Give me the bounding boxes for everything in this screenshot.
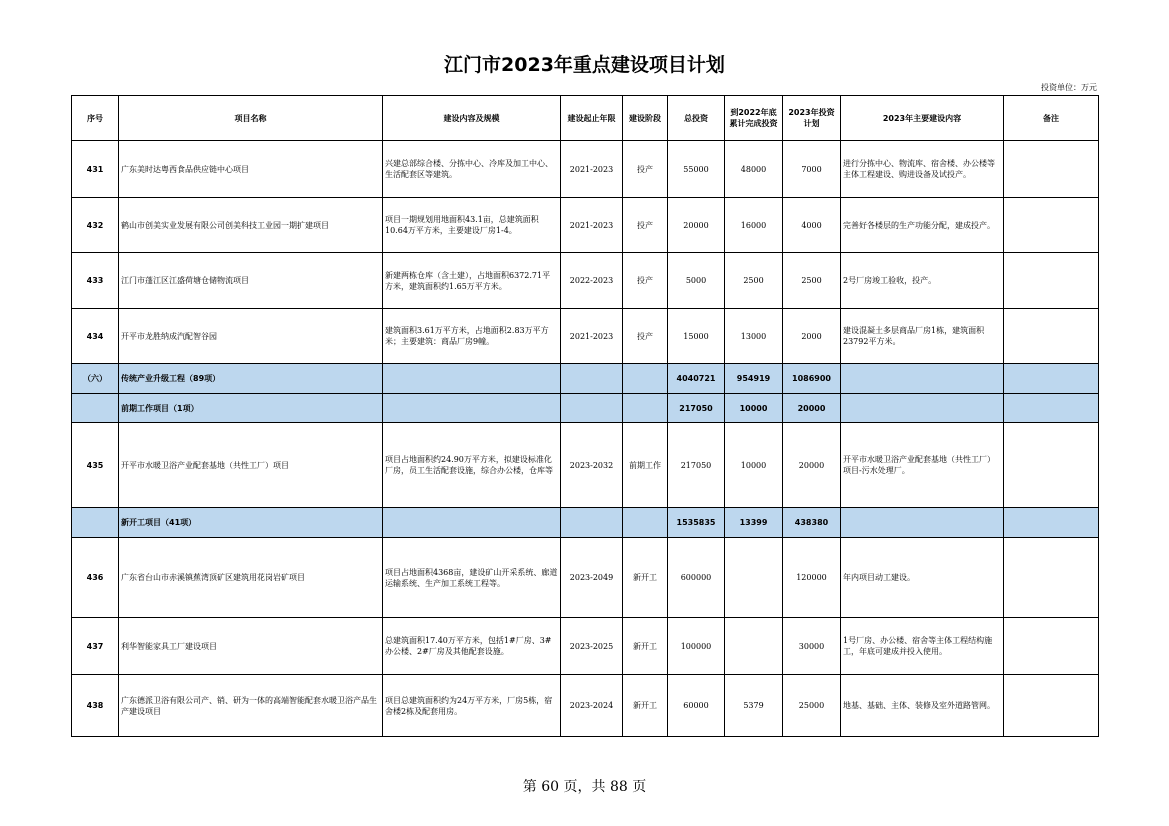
cell-period: 2021-2023	[561, 198, 623, 253]
cell-main	[841, 364, 1004, 394]
cell-total: 100000	[668, 618, 725, 675]
cell-period: 2022-2023	[561, 253, 623, 309]
table-row	[72, 618, 1099, 675]
category-row	[72, 508, 1099, 538]
cell-done: 5379	[725, 675, 783, 737]
cell-total: 5000	[668, 253, 725, 309]
cell-content	[383, 508, 561, 538]
cell-no	[72, 394, 119, 423]
cell-total: 20000	[668, 198, 725, 253]
cell-plan: 2500	[783, 253, 841, 309]
cell-period	[561, 364, 623, 394]
cell-name: 鹤山市创美实业发展有限公司创美科技工业园一期扩建项目	[119, 198, 383, 253]
table-row	[72, 538, 1099, 618]
cell-no: 431	[72, 141, 119, 198]
cell-main	[841, 508, 1004, 538]
cell-done: 16000	[725, 198, 783, 253]
cell-no: 435	[72, 423, 119, 508]
page-title: 江门市2023年重点建设项目计划	[444, 54, 725, 76]
header-cell-period: 建设起止年限	[561, 96, 623, 141]
cell-stage: 新开工	[623, 618, 668, 675]
cell-no: 432	[72, 198, 119, 253]
cell-plan: 4000	[783, 198, 841, 253]
cell-stage: 新开工	[623, 675, 668, 737]
header-cell-plan: 2023年投资计划	[783, 96, 841, 141]
cell-content	[383, 364, 561, 394]
header-cell-total: 总投资	[668, 96, 725, 141]
cell-note	[1004, 423, 1099, 508]
cell-period: 2021-2023	[561, 309, 623, 364]
cell-name: 江门市蓬江区江盛荷塘仓储物流项目	[119, 253, 383, 309]
cell-note	[1004, 309, 1099, 364]
cell-content: 新建两栋仓库（含土建），占地面积6372.71平方米，建筑面积约1.65万平方米。	[383, 253, 561, 309]
table-row	[72, 675, 1099, 737]
cell-main: 完善好各楼层的生产功能分配，建成投产。	[841, 198, 1004, 253]
project-table	[71, 95, 1099, 737]
cell-main: 建设混凝土多层商品厂房1栋，建筑面积23792平方米。	[841, 309, 1004, 364]
cell-main	[841, 394, 1004, 423]
header-cell-done: 到2022年底累计完成投资	[725, 96, 783, 141]
cell-plan: 120000	[783, 538, 841, 618]
header-cell-name: 项目名称	[119, 96, 383, 141]
cell-stage	[623, 394, 668, 423]
cell-plan: 2000	[783, 309, 841, 364]
header-cell-content: 建设内容及规模	[383, 96, 561, 141]
header-cell-note: 备注	[1004, 96, 1099, 141]
cell-stage: 新开工	[623, 538, 668, 618]
cell-name: 新开工项目（41项）	[119, 508, 383, 538]
category-row	[72, 364, 1099, 394]
cell-name: 前期工作项目（1项）	[119, 394, 383, 423]
cell-content	[383, 394, 561, 423]
cell-content: 项目一期规划用地面积43.1亩，总建筑面积10.64万平方米，主要建设厂房1-4。	[383, 198, 561, 253]
cell-main: 1号厂房、办公楼、宿舍等主体工程结构施工，年底可建成并投入使用。	[841, 618, 1004, 675]
category-row	[72, 394, 1099, 423]
table-row	[72, 141, 1099, 198]
cell-total: 15000	[668, 309, 725, 364]
cell-done	[725, 618, 783, 675]
cell-period: 2021-2023	[561, 141, 623, 198]
cell-plan: 30000	[783, 618, 841, 675]
cell-plan: 1086900	[783, 364, 841, 394]
cell-done: 13399	[725, 508, 783, 538]
cell-name: 开平市水暖卫浴产业配套基地（共性工厂）项目	[119, 423, 383, 508]
cell-stage	[623, 364, 668, 394]
cell-note	[1004, 253, 1099, 309]
table-row	[72, 423, 1099, 508]
cell-main: 地基、基础、主体、装修及室外道路管网。	[841, 675, 1004, 737]
table-row	[72, 309, 1099, 364]
cell-plan: 25000	[783, 675, 841, 737]
cell-no: （六）	[72, 364, 119, 394]
cell-done: 2500	[725, 253, 783, 309]
page-footer: 第 60 页，共 88 页	[522, 779, 647, 795]
cell-done: 954919	[725, 364, 783, 394]
table-row	[72, 198, 1099, 253]
unit-label: 投资单位：万元	[1041, 83, 1097, 92]
cell-note	[1004, 675, 1099, 737]
cell-total: 4040721	[668, 364, 725, 394]
cell-main: 开平市水暖卫浴产业配套基地（共性工厂）项目-污水处理厂。	[841, 423, 1004, 508]
cell-name: 传统产业升级工程（89项）	[119, 364, 383, 394]
cell-total: 55000	[668, 141, 725, 198]
cell-plan: 20000	[783, 423, 841, 508]
header-cell-main: 2023年主要建设内容	[841, 96, 1004, 141]
cell-period: 2023-2024	[561, 675, 623, 737]
cell-content: 建筑面积3.61万平方米，占地面积2.83万平方米；主要建筑：商品厂房9幢。	[383, 309, 561, 364]
cell-note	[1004, 141, 1099, 198]
cell-plan: 438380	[783, 508, 841, 538]
cell-period	[561, 508, 623, 538]
cell-content: 项目占地面积约24.90万平方米，拟建设标准化厂房，员工生活配套设施，综合办公楼，仓库等	[383, 423, 561, 508]
cell-stage: 投产	[623, 198, 668, 253]
cell-stage: 投产	[623, 141, 668, 198]
cell-stage: 投产	[623, 309, 668, 364]
cell-done: 13000	[725, 309, 783, 364]
cell-note	[1004, 508, 1099, 538]
cell-content: 总建筑面积17.40万平方米，包括1#厂房、3#办公楼、2#厂房及其他配套设施。	[383, 618, 561, 675]
cell-main: 年内项目动工建设。	[841, 538, 1004, 618]
cell-content: 项目总建筑面积约为24万平方米，厂房5栋，宿舍楼2栋及配套用房。	[383, 675, 561, 737]
cell-note	[1004, 618, 1099, 675]
cell-stage: 前期工作	[623, 423, 668, 508]
cell-period: 2023-2049	[561, 538, 623, 618]
cell-total: 60000	[668, 675, 725, 737]
cell-period	[561, 394, 623, 423]
cell-no: 434	[72, 309, 119, 364]
cell-no: 436	[72, 538, 119, 618]
cell-total: 600000	[668, 538, 725, 618]
cell-period: 2023-2025	[561, 618, 623, 675]
cell-main: 进行分拣中心、物流库、宿舍楼、办公楼等主体工程建设、购进设备及试投产。	[841, 141, 1004, 198]
cell-content: 项目占地面积4368亩，建设矿山开采系统、廊道运输系统、生产加工系统工程等。	[383, 538, 561, 618]
cell-note	[1004, 394, 1099, 423]
cell-note	[1004, 538, 1099, 618]
cell-done: 48000	[725, 141, 783, 198]
cell-plan: 20000	[783, 394, 841, 423]
header-cell-stage: 建设阶段	[623, 96, 668, 141]
cell-no: 433	[72, 253, 119, 309]
cell-name: 广东美时达粤西食品供应链中心项目	[119, 141, 383, 198]
cell-name: 利华智能家具工厂建设项目	[119, 618, 383, 675]
cell-name: 广东省台山市赤溪镇蕉湾顶矿区建筑用花岗岩矿项目	[119, 538, 383, 618]
cell-total: 217050	[668, 394, 725, 423]
cell-stage	[623, 508, 668, 538]
cell-done: 10000	[725, 423, 783, 508]
cell-note	[1004, 198, 1099, 253]
cell-note	[1004, 364, 1099, 394]
cell-no: 438	[72, 675, 119, 737]
cell-name: 广东德派卫浴有限公司产、销、研为一体的高端智能配套水暖卫浴产品生产建设项目	[119, 675, 383, 737]
cell-total: 217050	[668, 423, 725, 508]
header-cell-no: 序号	[72, 96, 119, 141]
cell-name: 开平市龙胜纳成汽配智谷园	[119, 309, 383, 364]
table-row	[72, 253, 1099, 309]
cell-done: 10000	[725, 394, 783, 423]
cell-period: 2023-2032	[561, 423, 623, 508]
header-row	[72, 96, 1099, 141]
cell-stage: 投产	[623, 253, 668, 309]
cell-no: 437	[72, 618, 119, 675]
cell-content: 兴建总部综合楼、分拣中心、冷库及加工中心、生活配套区等建筑。	[383, 141, 561, 198]
cell-main: 2号厂房竣工验收，投产。	[841, 253, 1004, 309]
cell-plan: 7000	[783, 141, 841, 198]
cell-no	[72, 508, 119, 538]
cell-done	[725, 538, 783, 618]
cell-total: 1535835	[668, 508, 725, 538]
